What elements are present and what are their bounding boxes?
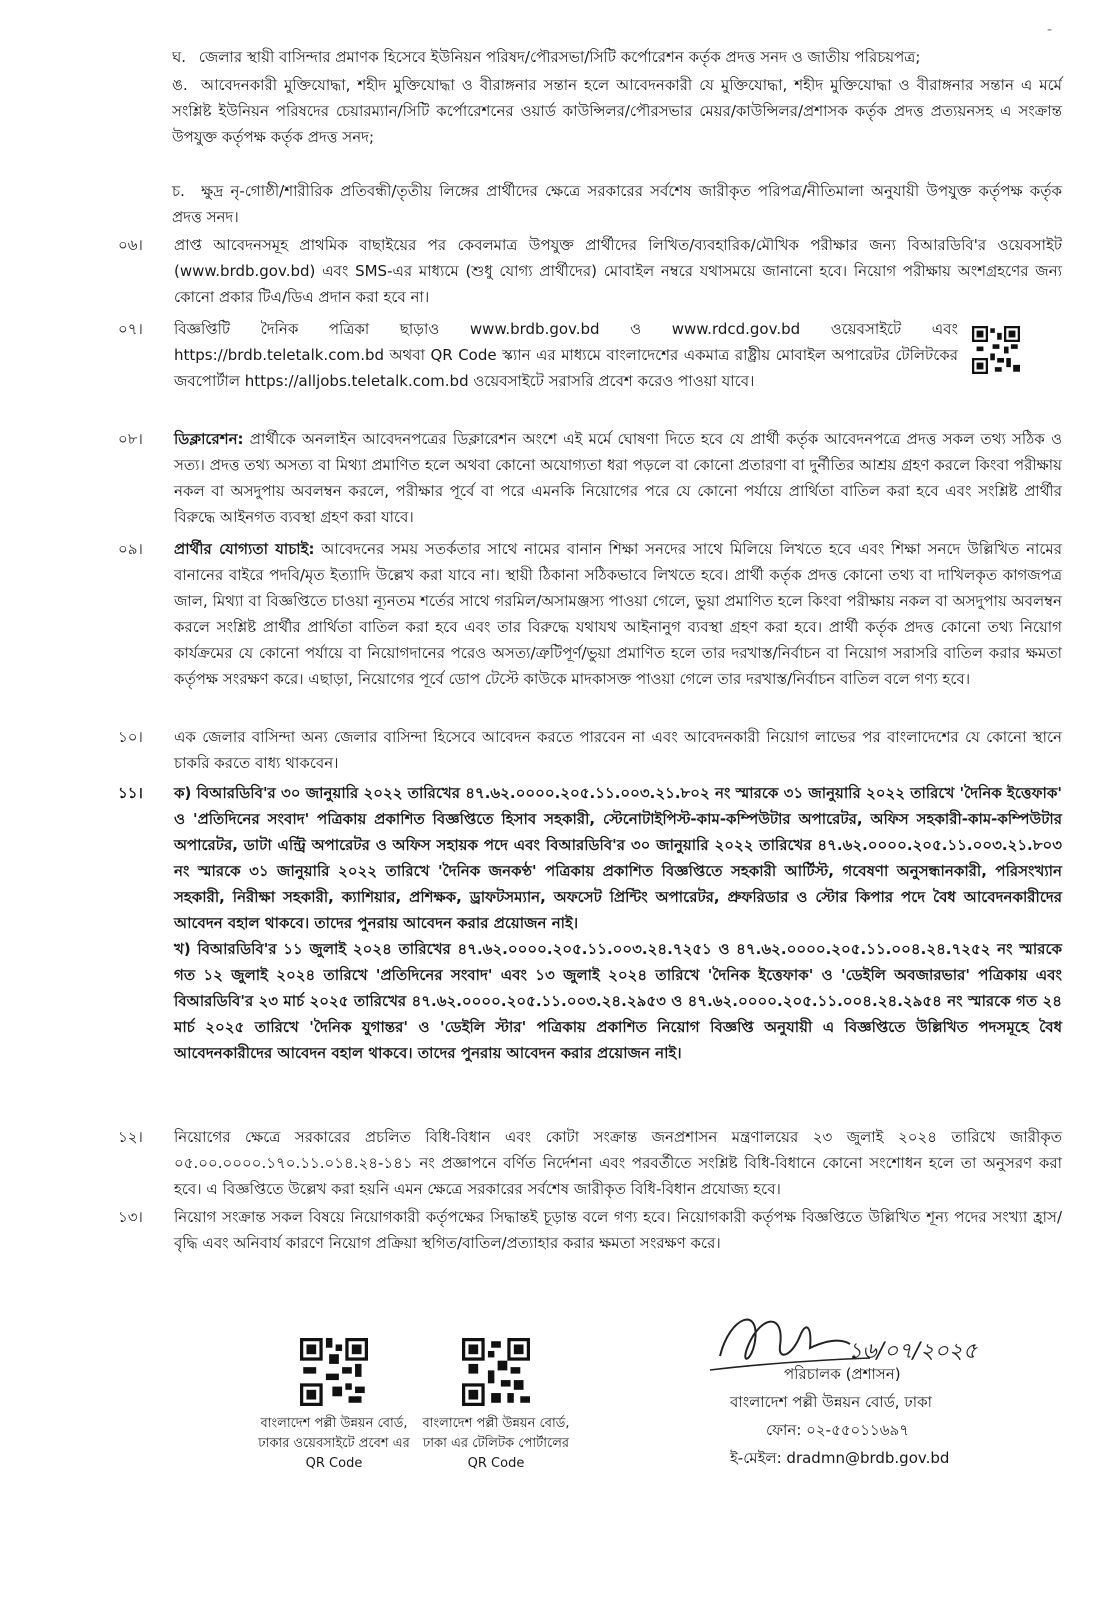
clause-number: ০৮। (118, 430, 143, 448)
clause-text: নিয়োগ সংক্রান্ত সকল বিষয়ে নিয়োগকারী কর্তৃপক্ষের সিদ্ধান্তই চূড়ান্ত বলে গণ্য হবে। নিয়োগকারী কর্তৃপক্ষ বিজ্ঞপ্তিতে উল্লিখিত শূন্য পদের সংখ্যা হ্রাস/বৃদ্ধি এবং অনিবার্য কারণে নিয়োগ প্রক্রিয়া স্থগিত/বাতিল/প্রত্যাহার করার ক্ষমতা সংরক্ষণ করে। (174, 1208, 1062, 1252)
sub-item-mark: চ. (172, 182, 185, 200)
signatory-org: বাংলাদেশ পল্লী উন্নয়ন বোর্ড, ঢাকা (730, 1393, 932, 1411)
qr-code-icon[interactable] (972, 326, 1020, 374)
clause-text: নিয়োগের ক্ষেত্রে সরকারের প্রচলিত বিধি-বিধান এবং কোটা সংক্রান্ত জনপ্রশাসন মন্ত্রণালয়ের ২৩ জুলাই ২০২৪ তারিখে জারীকৃত ০৫.০০.০০০০.১৭০.১১.০১৪.২৪-১৪১ নং প্রজ্ঞাপনে বর্ণিত নির্দেশনা এবং পরবর্তীতে সংশ্লিষ্ট বিধি-বিধানে কোনো সংশোধন হলে তা অনুসরণ করা হবে। এ বিজ্ঞপ্তিতে উল্লেখ করা হয়নি এমন ক্ষেত্রে সরকারের সর্বশেষ জারীকৃত বিধি-বিধান প্রযোজ্য হবে। (174, 1128, 1062, 1198)
sub-item-cha (172, 178, 1062, 230)
clause-number: ০৬। (118, 236, 143, 254)
clause-08 (118, 426, 1062, 530)
clause-number: ১৩। (118, 1208, 143, 1226)
teletalk-qr-caption: বাংলাদেশ পল্লী উন্নয়ন বোর্ড, ঢাকা এর টেলিটক পোর্টালের QR Code (422, 1416, 570, 1471)
clause-11-b: খ) বিআরডিবি'র ১১ জুলাই ২০২৪ তারিখের ৪৭.৬২.০০০০.২০৫.১১.০০৩.২৪.৭২৫১ ও ৪৭.৬২.০০০০.২০৫.১১.০০৪.২৪.৭২৫২ নং স্মারকে গত ১২ জুলাই ২০২৪ তারিখে 'প্রতিদিনের সংবাদ' এবং ১৩ জুলাই ২০২৪ তারিখে 'দৈনিক ইত্তেফাক' ও 'ডেইলি অবজারভার' পত্রিকায় এবং বিআরডিবি'র ২৩ মার্চ ২০২৫ তারিখের ৪৭.৬২.০০০০.২০৫.১১.০০৩.২৪.২৯৫৩ ও ৪৭.৬২.০০০০.২০৫.১১.০০৪.২৪.২৯৫৪ নং স্মারকে গত ২৪ মার্চ ২০২৫ তারিখে 'দৈনিক যুগান্তর' ও 'ডেইলি স্টার' পত্রিকায় প্রকাশিত নিয়োগ বিজ্ঞপ্তি অনুযায়ী এ বিজ্ঞপ্তিতে উল্লিখিত পদসমূহে বৈধ আবেদনকারীদের আবেদন বহাল থাকবে। তাদের পুনরায় আবেদন করার প্রয়োজন নাই। (174, 940, 1062, 1062)
website-qr-code-icon[interactable] (300, 1338, 368, 1406)
sub-item-mark: ঙ. (172, 76, 188, 94)
clause-text: এক জেলার বাসিন্দা অন্য জেলার বাসিন্দা হিসেবে আবেদন করতে পারবেন না এবং আবেদনকারী নিয়োগ লাভের পর বাংলাদেশের যে কোনো স্থানে চাকরি করতে বাধ্য থাকবেন। (174, 728, 1062, 772)
teletalk-qr-code-icon[interactable] (462, 1338, 530, 1406)
sub-item-text: জেলার স্থায়ী বাসিন্দার প্রমাণক হিসেবে ইউনিয়ন পরিষদ/পৌরসভা/সিটি কর্পোরেশন কর্তৃক প্রদত্ত সনদ ও জাতীয় পরিচয়পত্র; (198, 48, 921, 66)
clause-number: ১২। (118, 1128, 143, 1146)
clause-10 (118, 724, 1062, 776)
clause-09 (118, 536, 1062, 692)
corner-mark: - (1046, 22, 1052, 38)
clause-text: প্রাপ্ত আবেদনসমূহ প্রাথমিক বাছাইয়ের পর কেবলমাত্র উপযুক্ত প্রার্থীদের লিখিত/ব্যবহারিক/মৌখিক পরীক্ষার জন্য বিআরডিবি'র ওয়েবসাইট (www.brdb.gov.bd) এবং SMS-এর মাধ্যমে (শুধু যোগ্য প্রার্থীদের) মোবাইল নম্বরে যথাসময়ে জানানো হবে। নিয়োগ পরীক্ষায় অংশগ্রহণের জন্য কোনো প্রকার টিএ/ডিএ প্রদান করা হবে না। (174, 236, 1062, 306)
clause-11-a: ক) বিআরডিবি'র ৩০ জানুয়ারি ২০২২ তারিখের ৪৭.৬২.০০০০.২০৫.১১.০০৩.২১.৮০২ নং স্মারকে ৩১ জানুয়ারি ২০২২ তারিখে 'দৈনিক ইত্তেফাক' ও 'প্রতিদিনের সংবাদ' পত্রিকায় প্রকাশিত বিজ্ঞপ্তিতে হিসাব সহকারী, স্টেনোটাইপিস্ট-কাম-কম্পিউটার অপারেটর, অফিস সহকারী-কাম-কম্পিউটার অপারেটর, ডাটা এন্ট্রি অপারেটর ও অফিস সহায়ক পদে এবং বিআরডিবি'র ৩০ জানুয়ারি ২০২২ তারিখের ৪৭.৬২.০০০০.২০৫.১১.০০৩.২১.৮০৩ নং স্মারকে ৩১ জানুয়ারি ২০২২ তারিখে 'দৈনিক জনকণ্ঠ' পত্রিকায় প্রকাশিত বিজ্ঞপ্তিতে সহকারী আর্টিস্ট, গবেষণা অনুসন্ধানকারী, পরিসংখ্যান সহকারী, নিরীক্ষা সহকারী, ক্যাশিয়ার, প্রশিক্ষক, ড্রাফটসম্যান, অফসেট প্রিন্টিং অপারেটর, প্রুফরিডার ও স্টোর কিপার পদে বৈধ আবেদনকারীদের আবেদন বহাল থাকবে। তাদের পুনরায় আবেদন করার প্রয়োজন নাই। (174, 784, 1062, 932)
clause-13 (118, 1204, 1062, 1256)
signatory-designation: পরিচালক (প্রশাসন) (784, 1365, 901, 1383)
sub-item-uma (172, 72, 1062, 150)
clause-11 (118, 780, 1062, 1066)
clause-text: আবেদনের সময় সতর্কতার সাথে নামের বানান শিক্ষা সনদের সাথে মিলিয়ে লিখতে হবে এবং শিক্ষা সনদে উল্লিখিত নামের বানানের বাইরে পদবি/মৃত ইত্যাদি উল্লেখ করা যাবে না। স্থায়ী ঠিকানা সঠিকভাবে লিখতে হবে। প্রার্থী কর্তৃক প্রদত্ত কোনো তথ্য বা দাখিলকৃত কাগজপত্র জাল, মিথ্যা বা বিজ্ঞপ্তিতে চাওয়া ন্যূনতম শর্তের সাথে গরমিল/অসামঞ্জস্য পাওয়া গেলে, ভুয়া প্রমাণিত হলে কিংবা পরীক্ষায় নকল বা অসদুপায় অবলম্বন করলে সংশ্লিষ্ট প্রার্থীর প্রার্থিতা বাতিল করা হবে এবং তার বিরুদ্ধে যথাযথ আইনানুগ ব্যবস্থা গ্রহণ করা হবে। প্রার্থী কর্তৃক প্রদত্ত কোনো তথ্য নিয়োগ কার্যক্রমের যে কোনো পর্যায়ে বা নিয়োগদানের পরেও অসত্য/ত্রুটিপূর্ণ/ভুয়া প্রমাণিত হলে তার দরখাস্ত/নির্বাচন বা নিয়োগ সরাসরি বাতিল করার ক্ষমতা কর্তৃপক্ষ সংরক্ষণ করে। এছাড়া, নিয়োগের পূর্বে ডোপ টেস্টে কাউকে মাদকাসক্ত পাওয়া গেলে তার দরখাস্ত/নির্বাচন বাতিল বলে গণ্য হবে। (174, 540, 1062, 688)
clause-lead: ডিক্লারেশন: (174, 430, 244, 448)
signature-date: ১৬/০৭/২০২৫ (848, 1339, 978, 1364)
sub-item-mark: ঘ. (172, 48, 187, 66)
sub-item-gha (172, 44, 1062, 70)
clause-number: ১০। (118, 728, 143, 746)
clause-06 (118, 232, 1062, 310)
signatory-email: ই-মেইল: dradmn@brdb.gov.bd (730, 1449, 950, 1467)
clause-12 (118, 1124, 1062, 1202)
clause-number: ০৭। (118, 320, 143, 338)
clause-number: ১১। (118, 784, 143, 802)
clause-text: বিজ্ঞপ্তিটি দৈনিক পত্রিকা ছাড়াও www.brdb.gov.bd ও www.rdcd.gov.bd ওয়েবসাইটে এবং https://brdb.teletalk.com.bd অথবা QR Code স্ক্যান এর মাধ্যমে বাংলাদেশের একমাত্র রাষ্ট্রীয় মোবাইল অপারেটর টেলিটকের জবপোর্টাল https://alljobs.teletalk.com.bd ওয়েবসাইটে সরাসরি প্রবেশ করেও পাওয়া যাবে। (174, 320, 958, 390)
signatory-phone: ফোন: ০২-৫৫০১১৬৯৭ (766, 1421, 910, 1439)
sub-item-text: আবেদনকারী মুক্তিযোদ্ধা, শহীদ মুক্তিযোদ্ধা ও বীরাঙ্গনার সন্তান হলে আবেদনকারী যে মুক্তিযোদ্ধা, শহীদ মুক্তিযোদ্ধা ও বীরাঙ্গনার সন্তান এ মর্মে সংশ্লিষ্ট ইউনিয়ন পরিষদের চেয়ারম্যান/সিটি কর্পোরেশনের ওয়ার্ড কাউন্সিলর/পৌরসভার মেয়র/কাউন্সিলর/প্রশাসক কর্তৃক প্রদত্ত প্রত্যয়নসহ এ সংক্রান্ত উপযুক্ত কর্তৃপক্ষ কর্তৃক প্রদত্ত সনদ; (172, 76, 1062, 146)
clause-lead: প্রার্থীর যোগ্যতা যাচাই: (174, 540, 315, 558)
clause-number: ০৯। (118, 540, 143, 558)
clause-07 (118, 316, 958, 394)
website-qr-caption: বাংলাদেশ পল্লী উন্নয়ন বোর্ড, ঢাকার ওয়েবসাইটে প্রবেশ এর QR Code (258, 1416, 410, 1471)
clause-text: প্রার্থীকে অনলাইন আবেদনপত্রের ডিক্লারেশন অংশে এই মর্মে ঘোষণা দিতে হবে যে প্রার্থী কর্তৃক আবেদনপত্রে প্রদত্ত সকল তথ্য সঠিক ও সত্য। প্রদত্ত তথ্য অসত্য বা মিথ্যা প্রমাণিত হলে অথবা কোনো অযোগ্যতা ধরা পড়লে বা কোনো প্রতারণা বা দুর্নীতির আশ্রয় গ্রহণ করলে কিংবা পরীক্ষায় নকল বা অসদুপায় অবলম্বন করলে, পরীক্ষার পূর্বে বা পরে এমনকি নিয়োগের পরে যে কোনো পর্যায়ে প্রার্থিতা বাতিল করা হবে এবং সংশ্লিষ্ট প্রার্থীর বিরুদ্ধে আইনগত ব্যবস্থা গ্রহণ করা যাবে। (174, 430, 1062, 526)
sub-item-text: ক্ষুদ্র নৃ-গোষ্ঠী/শারীরিক প্রতিবন্ধী/তৃতীয় লিঙ্গের প্রার্থীদের ক্ষেত্রে সরকারের সর্বশেষ জারীকৃত পরিপত্র/নীতিমালা অনুযায়ী উপযুক্ত কর্তৃপক্ষ কর্তৃক প্রদত্ত সনদ। (172, 182, 1063, 226)
signature-block (730, 1360, 1030, 1472)
